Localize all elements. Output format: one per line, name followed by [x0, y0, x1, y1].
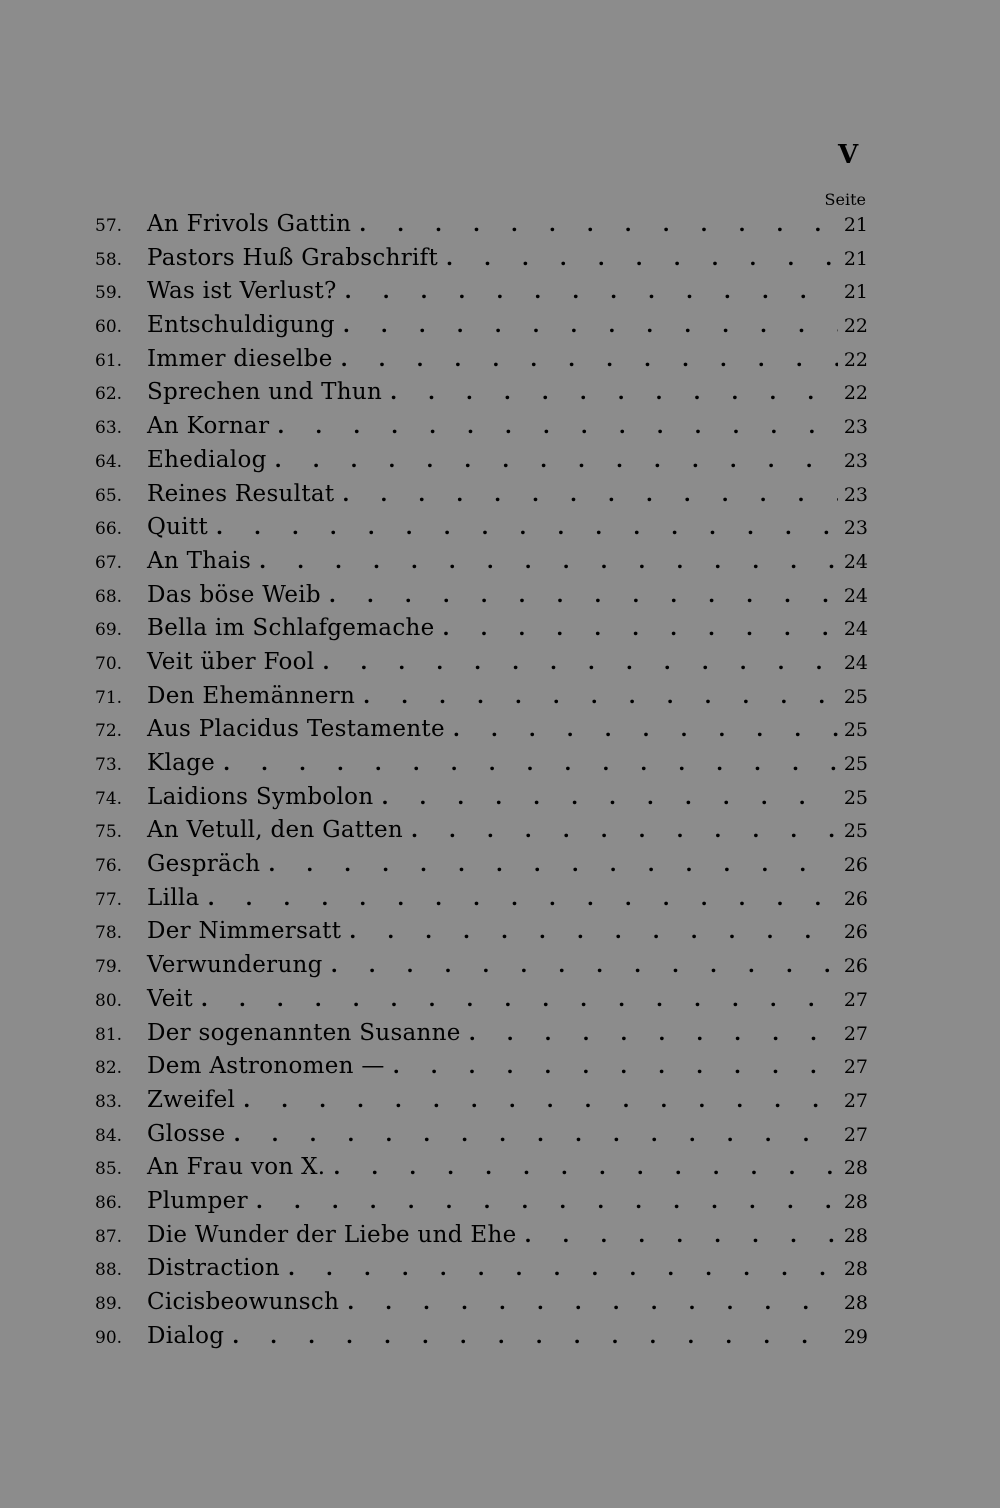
toc-entry: [95, 747, 868, 781]
dot-leader: [254, 1185, 838, 1219]
toc-entry-page: 27: [843, 1022, 868, 1045]
toc-entry-page: 22: [843, 348, 868, 371]
toc-entry: [95, 1286, 868, 1320]
toc-entry-title: Der Nimmersatt: [147, 918, 342, 945]
toc-entry-number: 65.: [95, 485, 123, 506]
toc-entry-number: 62.: [95, 384, 123, 405]
toc-entry-page: 22: [843, 382, 868, 405]
toc-entry-page: 24: [843, 584, 868, 607]
toc-entry-number: 68.: [95, 586, 123, 607]
toc-entry: [95, 242, 868, 276]
toc-entry-number: 72.: [95, 721, 123, 742]
toc-entry-title: Gespräch: [147, 851, 261, 878]
toc-entry-page: 26: [843, 955, 868, 978]
toc-entry-title: An Vetull, den Gatten: [147, 817, 403, 844]
dot-leader: [275, 410, 838, 444]
toc-entry-number: 75.: [95, 822, 123, 843]
toc-entry-number: 83.: [95, 1091, 123, 1112]
table-of-contents: [95, 208, 868, 1353]
dot-leader: [340, 478, 838, 512]
toc-entry: [95, 208, 868, 242]
toc-entry-number: 89.: [95, 1294, 123, 1314]
dot-leader: [379, 781, 838, 815]
toc-entry-page: 21: [843, 214, 868, 236]
toc-entry: [95, 309, 868, 343]
toc-entry-title: Verwunderung: [147, 952, 323, 979]
dot-leader: [329, 949, 838, 983]
dot-leader: [391, 1050, 838, 1084]
toc-entry-number: 58.: [95, 249, 123, 270]
toc-entry-title: Plumper: [147, 1187, 248, 1214]
dot-leader: [339, 343, 838, 377]
toc-entry-number: 71.: [95, 687, 123, 708]
dot-leader: [206, 882, 838, 916]
toc-entry-title: Veit über Fool: [147, 648, 315, 675]
dot-leader: [273, 444, 838, 478]
toc-entry-title: An Frau von X.: [147, 1154, 326, 1181]
toc-entry-title: Klage: [147, 750, 216, 776]
toc-entry-title: Cicisbeowunsch: [147, 1289, 340, 1315]
toc-entry-number: 78.: [95, 923, 123, 944]
toc-entry: [95, 444, 868, 478]
page-column-header: Seite: [824, 190, 866, 209]
toc-entry-number: 70.: [95, 653, 123, 674]
toc-entry-page: 23: [843, 483, 868, 506]
toc-entry-page: 27: [843, 1123, 868, 1146]
toc-entry-title: Der sogenannten Susanne: [147, 1019, 461, 1046]
toc-entry-number: 67.: [95, 552, 123, 573]
toc-entry-page: 21: [843, 281, 868, 304]
toc-entry-number: 73.: [95, 755, 123, 775]
toc-entry-number: 63.: [95, 418, 123, 439]
toc-entry-page: 29: [843, 1325, 868, 1348]
toc-entry-page: 23: [843, 416, 868, 439]
toc-entry: [95, 1118, 868, 1152]
toc-entry: [95, 511, 868, 545]
toc-entry-number: 84.: [95, 1125, 123, 1146]
dot-leader: [441, 612, 838, 646]
toc-entry-number: 80.: [95, 990, 123, 1011]
toc-entry: [95, 1252, 868, 1286]
toc-entry-title: An Kornar: [147, 413, 270, 440]
toc-entry-page: 28: [843, 1157, 868, 1180]
toc-entry-title: Das böse Weib: [147, 581, 321, 608]
toc-entry-number: 74.: [95, 788, 123, 809]
toc-entry-title: Pastors Huß Grabschrift: [147, 244, 439, 271]
toc-entry-number: 82.: [95, 1058, 123, 1079]
toc-entry-number: 64.: [95, 451, 123, 472]
toc-entry: [95, 1084, 868, 1118]
toc-entry: [95, 1050, 868, 1084]
toc-entry-page: 28: [843, 1224, 868, 1247]
dot-leader: [451, 713, 838, 747]
toc-entry-number: 61.: [95, 350, 123, 371]
toc-entry-number: 66.: [95, 519, 123, 540]
dot-leader: [241, 1084, 838, 1118]
dot-leader: [343, 275, 838, 309]
toc-entry-page: 25: [843, 719, 868, 742]
toc-entry-title: Glosse: [147, 1120, 226, 1147]
toc-entry: [95, 680, 868, 714]
dot-leader: [341, 309, 838, 343]
toc-entry-title: Quitt: [147, 514, 209, 541]
toc-entry-number: 77.: [95, 889, 123, 910]
toc-entry: [95, 882, 868, 916]
toc-entry-page: 24: [843, 550, 868, 573]
toc-entry: [95, 1320, 868, 1354]
toc-entry-page: 23: [843, 449, 868, 472]
dot-leader: [320, 646, 838, 680]
toc-entry-title: Immer dieselbe: [147, 345, 333, 372]
toc-entry-page: 24: [843, 618, 868, 641]
toc-entry: [95, 1185, 868, 1219]
toc-entry-number: 76.: [95, 856, 123, 877]
page-number: V: [838, 140, 859, 170]
toc-entry-title: Dem Astronomen —: [147, 1053, 385, 1080]
dot-leader: [257, 545, 838, 579]
toc-entry-number: 59.: [95, 283, 123, 304]
toc-entry: [95, 781, 868, 815]
dot-leader: [286, 1252, 838, 1286]
toc-entry-number: 85.: [95, 1159, 123, 1180]
dot-leader: [467, 1017, 838, 1051]
dot-leader: [444, 242, 838, 276]
toc-entry-title: Sprechen und Thun: [147, 379, 383, 406]
toc-entry-page: 28: [843, 1190, 868, 1213]
toc-entry-page: 25: [843, 685, 868, 708]
dot-leader: [214, 511, 838, 545]
dot-leader: [266, 848, 838, 882]
toc-entry-title: Distraction: [147, 1255, 280, 1282]
toc-entry-number: 86.: [95, 1192, 123, 1213]
dot-leader: [327, 579, 838, 613]
toc-entry-title: An Frivols Gattin: [147, 211, 352, 237]
toc-entry: [95, 915, 868, 949]
toc-entry: [95, 275, 868, 309]
toc-entry-page: 25: [843, 753, 868, 775]
toc-entry: [95, 646, 868, 680]
toc-entry-page: 24: [843, 651, 868, 674]
toc-entry: [95, 343, 868, 377]
toc-entry: [95, 1219, 868, 1253]
toc-entry-number: 87.: [95, 1226, 123, 1247]
dot-leader: [388, 376, 838, 410]
toc-entry: [95, 814, 868, 848]
toc-entry-title: Was ist Verlust?: [147, 278, 337, 305]
toc-entry-title: Ehedialog: [147, 446, 267, 473]
toc-entry: [95, 949, 868, 983]
toc-entry-number: 69.: [95, 620, 123, 641]
toc-entry-page: 25: [843, 820, 868, 843]
toc-entry: [95, 376, 868, 410]
toc-entry: [95, 612, 868, 646]
dot-leader: [347, 915, 838, 949]
dot-leader: [361, 680, 838, 714]
toc-entry-title: Den Ehemännern: [147, 682, 356, 709]
toc-entry-page: 25: [843, 786, 868, 809]
dot-leader: [523, 1219, 839, 1253]
dot-leader: [199, 983, 838, 1017]
toc-entry: [95, 410, 868, 444]
dot-leader: [221, 747, 838, 781]
toc-entry-title: Dialog: [147, 1322, 225, 1349]
toc-entry-page: 28: [843, 1258, 868, 1281]
toc-entry-title: Bella im Schlafgemache: [147, 615, 435, 642]
toc-entry-title: Entschuldigung: [147, 312, 335, 339]
toc-entry: [95, 848, 868, 882]
toc-entry-number: 81.: [95, 1024, 123, 1045]
toc-entry-page: 27: [843, 988, 868, 1011]
toc-entry-page: 26: [843, 887, 868, 910]
toc-entry-title: Lilla: [147, 884, 200, 911]
toc-entry: [95, 1017, 868, 1051]
toc-entry-number: 79.: [95, 957, 123, 978]
toc-entry-title: Laidions Symbolon: [147, 783, 374, 810]
dot-leader: [230, 1320, 838, 1354]
toc-entry-page: 27: [843, 1089, 868, 1112]
toc-entry-number: 90.: [95, 1327, 123, 1348]
toc-entry: [95, 1151, 868, 1185]
toc-entry: [95, 478, 868, 512]
toc-entry-page: 23: [843, 517, 868, 540]
toc-entry-number: 60.: [95, 317, 123, 338]
toc-entry-number: 88.: [95, 1260, 123, 1281]
toc-entry-page: 26: [843, 854, 868, 877]
toc-entry-number: 57.: [95, 216, 123, 236]
dot-leader: [331, 1151, 838, 1185]
toc-entry-title: Reines Resultat: [147, 480, 335, 507]
toc-entry-page: 27: [843, 1056, 868, 1079]
toc-entry: [95, 545, 868, 579]
toc-entry-title: An Thais: [147, 547, 252, 574]
toc-entry-title: Veit: [147, 985, 193, 1012]
dot-leader: [357, 208, 838, 242]
toc-entry-page: 21: [843, 247, 868, 270]
toc-entry-title: Aus Placidus Testamente: [147, 716, 445, 743]
dot-leader: [232, 1118, 838, 1152]
toc-entry-title: Zweifel: [147, 1086, 236, 1113]
toc-entry-title: Die Wunder der Liebe und Ehe: [147, 1221, 517, 1248]
toc-entry: [95, 983, 868, 1017]
toc-entry: [95, 713, 868, 747]
toc-entry: [95, 579, 868, 613]
dot-leader: [409, 814, 838, 848]
toc-entry-page: 26: [843, 921, 868, 944]
dot-leader: [345, 1286, 838, 1320]
toc-entry-page: 22: [843, 315, 868, 338]
toc-entry-page: 28: [843, 1292, 868, 1314]
